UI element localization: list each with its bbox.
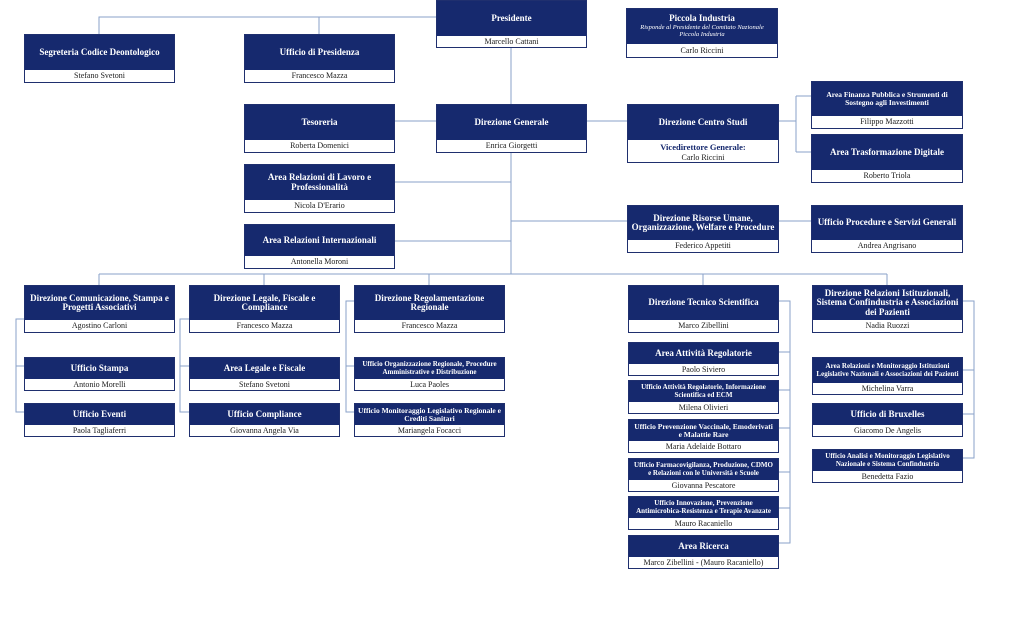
unit-relazioni-lavoro (244, 164, 395, 213)
unit-title: Area Legale e Fiscale (223, 362, 306, 373)
unit-title: Ufficio Analisi e Monitoraggio Legislativo Nazionale e Sistema Confindustria (825, 452, 950, 468)
unit-relazioni-monitoraggio (812, 357, 963, 395)
unit-person: Paolo Siviero (681, 364, 726, 374)
unit-person: Giacomo De Angelis (853, 425, 922, 435)
unit-person: Carlo Riccini (680, 45, 724, 55)
unit-person: Michelina Varra (861, 383, 914, 393)
unit-person: Andrea Angrisano (857, 241, 917, 250)
unit-person: Stefano Svetoni (239, 379, 290, 389)
unit-title: Direzione Relazioni Istituzionali, Sistema Confindustria e Associazioni dei Pazienti (816, 287, 959, 317)
unit-title: Piccola Industria (669, 12, 735, 23)
unit-person: Maria Adelaide Bottaro (665, 441, 742, 451)
unit-title: Ufficio Farmacovigilanza, Produzione, CDMO e Relazioni con le Università e Scuole (634, 461, 773, 477)
unit-trasformazione-digitale (811, 134, 963, 183)
unit-farmacovigilanza (628, 458, 779, 492)
unit-person: Carlo Riccini (681, 152, 725, 162)
unit-piccola-industria (626, 8, 778, 58)
unit-title: Segreteria Codice Deontologico (39, 46, 160, 57)
unit-person: Agostino Carloni (71, 321, 128, 330)
unit-ufficio-ecm (628, 380, 779, 414)
unit-person: Marco Zibellini (678, 321, 729, 330)
unit-ufficio-stampa (24, 357, 175, 391)
unit-presidente (436, 0, 587, 48)
unit-title: Ufficio Innovazione, Prevenzione Antimicrobica-Resistenza e Terapie Avanzate (636, 499, 771, 515)
unit-title: Direzione Comunicazione, Stampa e Progetti Associativi (30, 292, 169, 312)
unit-segreteria (24, 34, 175, 83)
unit-direzione-generale (436, 104, 587, 153)
unit-title: Presidente (491, 12, 532, 23)
unit-title: Ufficio di Presidenza (279, 46, 360, 57)
unit-relazioni-istituzionali (812, 285, 963, 333)
unit-person: Roberto Triola (863, 171, 911, 180)
unit-person: Francesco Mazza (236, 321, 293, 330)
unit-title: Direzione Risorse Umane, Organizzazione, Welfare e Procedure (631, 212, 775, 232)
unit-title: Ufficio Stampa (70, 362, 129, 373)
unit-direzione-legale (189, 285, 340, 333)
unit-person: Mariangela Focacci (397, 425, 462, 435)
unit-title: Area Attività Regolatorie (655, 347, 752, 358)
unit-person: Marco Zibellini - (Mauro Racaniello) (643, 557, 764, 567)
unit-role: Vicedirettore Generale: (660, 142, 746, 152)
unit-centro-studi (627, 104, 779, 163)
unit-title: Ufficio Prevenzione Vaccinale, Emoderivati e Malattie Rare (634, 421, 773, 439)
unit-title: Ufficio di Bruxelles (850, 408, 925, 419)
unit-tecnico-scientifica (628, 285, 779, 333)
unit-title: Area Trasformazione Digitale (830, 146, 944, 157)
unit-title: Area Relazioni di Lavoro e Professionalità (267, 172, 372, 192)
unit-title: Area Ricerca (678, 540, 729, 551)
unit-prevenzione-vaccinale (628, 419, 779, 453)
unit-person: Paola Tagliaferri (72, 425, 127, 435)
unit-title: Ufficio Compliance (227, 408, 302, 419)
unit-monitoraggio-regionale (354, 403, 505, 437)
unit-person: Luca Paoles (410, 379, 449, 389)
unit-risorse-umane (627, 205, 779, 253)
unit-title: Direzione Generale (474, 116, 549, 127)
unit-comunicazione (24, 285, 175, 333)
unit-title: Ufficio Procedure e Servizi Generali (817, 217, 957, 228)
unit-person: Federico Appetiti (675, 241, 731, 250)
unit-person: Mauro Racaniello (674, 518, 733, 528)
unit-ufficio-presidenza (244, 34, 395, 83)
unit-procedure (811, 205, 963, 253)
unit-person: Roberta Domenici (290, 141, 349, 150)
unit-title: Direzione Regolamentazione Regionale (374, 292, 485, 312)
unit-title: Area Relazioni Internazionali (262, 234, 377, 245)
unit-tesoreria (244, 104, 395, 153)
unit-person: Nadia Ruozzi (865, 321, 910, 330)
unit-ufficio-eventi (24, 403, 175, 437)
unit-person: Antonella Moroni (290, 257, 349, 266)
unit-person: Enrica Giorgetti (485, 141, 538, 150)
unit-person: Filippo Mazzotti (860, 117, 914, 126)
unit-title: Ufficio Monitoraggio Legislativo Regionale e Crediti Sanitari (358, 405, 501, 423)
unit-attivita-regolatorie (628, 342, 779, 376)
unit-organizzazione-regionale (354, 357, 505, 391)
unit-person: Nicola D'Erario (294, 201, 345, 210)
unit-regolamentazione (354, 285, 505, 333)
unit-person: Francesco Mazza (401, 321, 458, 330)
unit-area-finanza (811, 81, 963, 129)
unit-title: Ufficio Attività Regolatorie, Informazione Scientifica ed ECM (641, 383, 766, 399)
unit-title: Direzione Tecnico Scientifica (648, 297, 759, 308)
unit-title: Area Finanza Pubblica e Strumenti di Sostegno agli Investimenti (826, 90, 948, 107)
unit-title: Ufficio Organizzazione Regionale, Procedure Amministrative e Distribuzione (362, 360, 497, 376)
unit-person: Stefano Svetoni (74, 71, 125, 80)
unit-innovazione (628, 496, 779, 530)
unit-area-ricerca (628, 535, 779, 569)
unit-relazioni-internazionali (244, 224, 395, 269)
unit-ufficio-compliance (189, 403, 340, 437)
unit-title: Direzione Centro Studi (658, 116, 748, 127)
unit-person: Marcello Cattani (484, 36, 539, 46)
unit-title: Ufficio Eventi (72, 408, 127, 419)
unit-person: Giovanna Angela Via (230, 425, 299, 435)
unit-subtitle: Risponde al Presidente del Comitato Nazionale Piccola Industria (640, 24, 764, 39)
unit-area-legale (189, 357, 340, 391)
unit-title: Direzione Legale, Fiscale e Compliance (213, 292, 316, 312)
unit-person: Milena Olivieri (678, 402, 729, 412)
unit-title: Tesoreria (301, 116, 338, 127)
unit-title: Area Relazioni e Monitoraggio Istituzioni Legislative Nazionali e Associazioni dei Pazienti (816, 362, 959, 378)
unit-person: Antonio Morelli (73, 379, 126, 389)
unit-person: Benedetta Fazio (861, 471, 914, 481)
unit-person: Francesco Mazza (291, 71, 348, 80)
unit-bruxelles (812, 403, 963, 437)
unit-analisi-monitoraggio (812, 449, 963, 483)
unit-person: Giovanna Pescatore (671, 480, 736, 490)
